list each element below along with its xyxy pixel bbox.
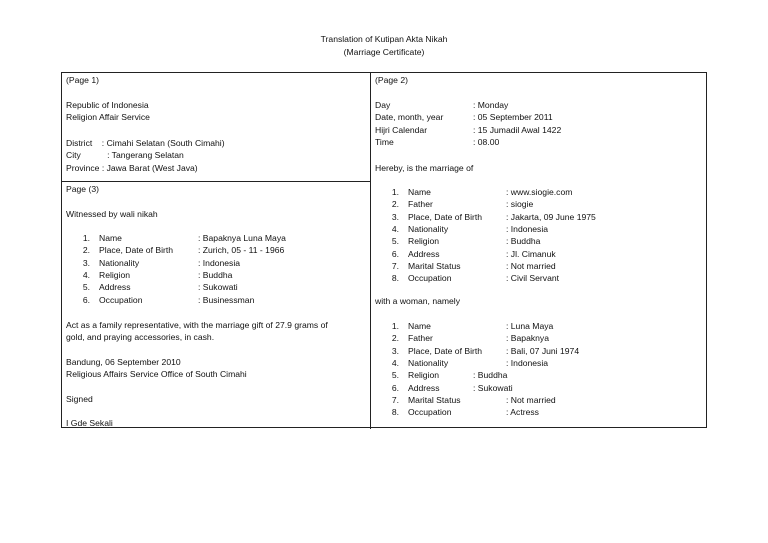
bride-item-value: : Buddha	[473, 370, 508, 381]
date-row-label: Day	[375, 100, 391, 110]
date-row-value: : 15 Jumadil Awal 1422	[473, 124, 562, 135]
groom-item-value: : Indonesia	[506, 223, 549, 234]
act-line-2: gold, and praying accessories, in cash.	[66, 332, 215, 342]
date-row-value: : Monday	[473, 100, 509, 110]
wali-item-label: Name	[99, 233, 122, 243]
groom-item-number: 1.	[391, 187, 399, 197]
witnessed-text: Witnessed by wali nikah	[66, 209, 158, 219]
groom-item-value: : Jakarta, 09 June 1975	[506, 211, 596, 222]
groom-item-number: 7.	[391, 260, 399, 271]
bride-item-number: 5.	[391, 370, 399, 381]
bride-item-value: : Bapaknya	[506, 333, 549, 344]
wali-item-number: 3.	[82, 257, 90, 268]
bride-item-value: : Bali, 07 Juni 1974	[506, 345, 580, 356]
place-date-text: Bandung, 06 September 2010	[66, 357, 181, 367]
certificate-table	[61, 72, 707, 428]
bride-item-number: 7.	[391, 394, 399, 405]
bride-item-label: Nationality	[408, 357, 449, 368]
date-row-label: Date, month, year	[375, 112, 444, 123]
bride-item-label: Occupation	[408, 407, 452, 418]
bride-item-number: 3.	[391, 345, 399, 356]
date-row-value: : 08.00	[473, 136, 500, 147]
groom-item-label: Nationality	[408, 223, 449, 234]
bride-item-label: Name	[408, 321, 431, 331]
act-line-1: Act as a family representative, with the marriage gift of 27.9 grams of	[66, 320, 328, 330]
date-row-label: Time	[375, 136, 394, 147]
document-title: Translation of Kutipan Akta Nikah	[320, 34, 448, 44]
groom-item-label: Address	[408, 248, 440, 259]
bride-item-label: Religion	[408, 370, 440, 381]
date-row-value: : 05 September 2011	[473, 112, 553, 123]
district-text: District : Cimahi Selatan (South Cimahi)	[66, 138, 225, 148]
republic-text: Republic of Indonesia	[66, 100, 149, 110]
groom-item-value: : www.siogie.com	[506, 187, 573, 197]
groom-item-label: Occupation	[408, 273, 452, 284]
groom-item-number: 2.	[391, 199, 399, 210]
groom-item-value: : siogie	[506, 199, 534, 210]
wali-item-value: : Zurich, 05 - 11 - 1966	[198, 245, 285, 256]
hereby-text: Hereby, is the marriage of	[375, 163, 474, 173]
bride-item-number: 6.	[391, 382, 399, 393]
bride-item-label: Marital Status	[408, 394, 461, 405]
bride-item-value: : Indonesia	[506, 357, 549, 368]
wali-item-value: : Businessman	[198, 294, 255, 305]
service-text: Religion Affair Service	[66, 112, 150, 122]
bride-item-value: : Not married	[506, 394, 556, 405]
groom-item-number: 4.	[391, 223, 399, 234]
office-text: Religious Affairs Service Office of South Cimahi	[66, 369, 247, 379]
wali-item-value: : Bapaknya Luna Maya	[198, 233, 286, 243]
bride-item-number: 8.	[391, 407, 399, 418]
wali-item-number: 5.	[82, 282, 90, 293]
wali-item-value: : Sukowati	[198, 282, 238, 293]
wali-item-value: : Buddha	[198, 269, 233, 280]
wali-item-label: Place, Date of Birth	[99, 245, 174, 256]
document-subtitle: (Marriage Certificate)	[343, 47, 425, 57]
groom-item-label: Father	[408, 199, 433, 210]
bride-item-value: : Luna Maya	[506, 321, 554, 331]
groom-item-value: : Buddha	[506, 236, 541, 247]
bride-item-value: : Actress	[506, 407, 539, 418]
wali-item-label: Nationality	[99, 257, 140, 268]
wali-item-number: 4.	[82, 269, 90, 280]
wali-item-label: Address	[99, 282, 131, 293]
groom-item-number: 5.	[391, 236, 399, 247]
page1-heading: (Page 1)	[66, 75, 99, 85]
groom-item-label: Marital Status	[408, 260, 461, 271]
groom-item-value: : Civil Servant	[506, 273, 560, 284]
wali-item-number: 1.	[82, 233, 90, 243]
groom-item-value: : Jl. Cimanuk	[506, 248, 556, 259]
bride-item-label: Address	[408, 382, 440, 393]
row-divider	[62, 181, 370, 182]
signer-name: I Gde Sekali	[66, 418, 113, 428]
bride-item-number: 1.	[391, 321, 399, 331]
wali-item-number: 2.	[82, 245, 90, 256]
bride-item-value: : Sukowati	[473, 382, 513, 393]
city-text: City : Tangerang Selatan	[66, 150, 184, 160]
groom-item-number: 3.	[391, 211, 399, 222]
bride-item-label: Place, Date of Birth	[408, 345, 483, 356]
with-woman-text: with a woman, namely	[375, 296, 461, 306]
page2-heading: (Page 2)	[375, 75, 408, 85]
bride-item-label: Father	[408, 333, 433, 344]
groom-item-label: Religion	[408, 236, 440, 247]
bride-item-number: 2.	[391, 333, 399, 344]
groom-item-number: 8.	[391, 273, 399, 284]
column-divider	[370, 73, 371, 429]
page3-heading: Page (3)	[66, 184, 99, 194]
province-text: Province : Jawa Barat (West Java)	[66, 163, 198, 173]
date-row-label: Hijri Calendar	[375, 124, 428, 135]
groom-item-label: Place, Date of Birth	[408, 211, 483, 222]
wali-item-label: Occupation	[99, 294, 143, 305]
signed-text: Signed	[66, 394, 93, 404]
wali-item-value: : Indonesia	[198, 257, 241, 268]
wali-item-number: 6.	[82, 294, 90, 305]
groom-item-number: 6.	[391, 248, 399, 259]
wali-item-label: Religion	[99, 269, 131, 280]
groom-item-value: : Not married	[506, 260, 556, 271]
groom-item-label: Name	[408, 187, 431, 197]
bride-item-number: 4.	[391, 357, 399, 368]
